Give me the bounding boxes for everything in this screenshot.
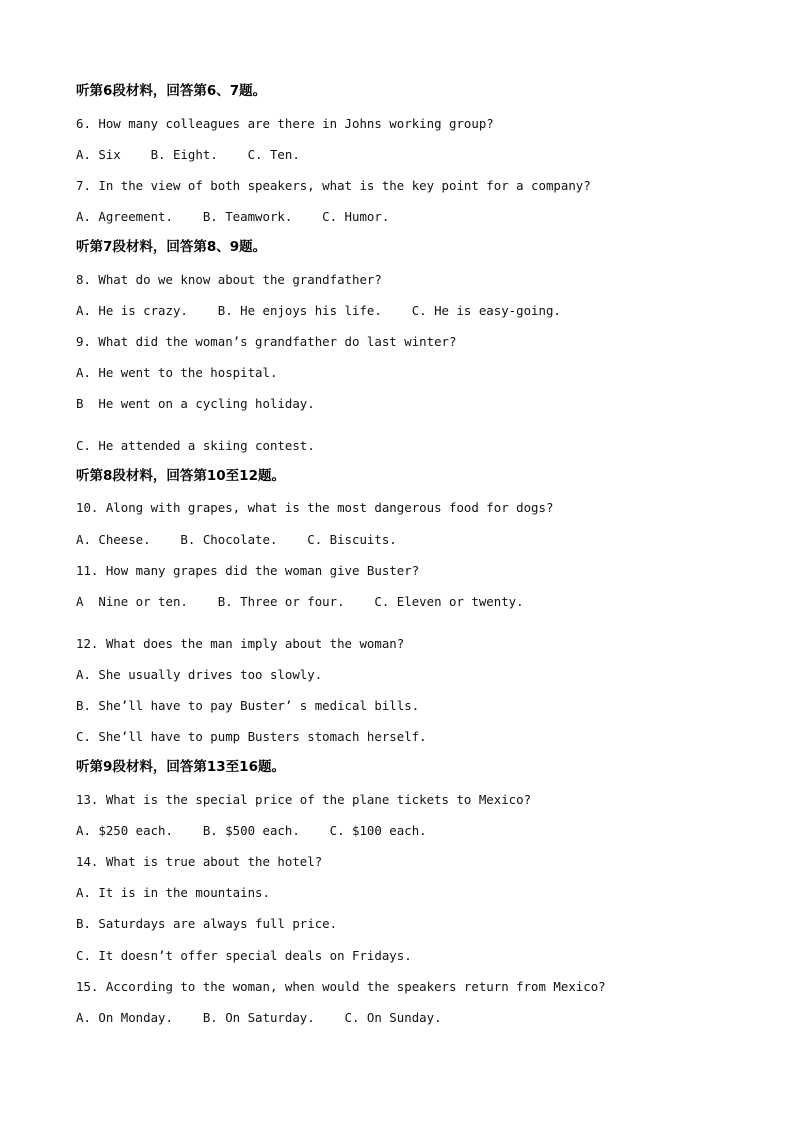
option-14b: B. Saturdays are always full price. [76, 916, 338, 931]
options-13: A. $250 each. B. $500 each. C. $100 each. [76, 823, 427, 838]
option-12a: A. She usually drives too slowly. [76, 667, 323, 682]
question-7: 7. In the view of both speakers, what is the key point for a company? [76, 178, 591, 193]
option-12b: B. She’ll have to pay Buster’ s medical bills. [76, 698, 420, 713]
options-8: A. He is crazy. B. He enjoys his life. C. He is easy-going. [76, 303, 561, 318]
options-6: A. Six B. Eight. C. Ten. [76, 147, 300, 162]
option-14c: C. It doesn’t offer special deals on Fridays. [76, 948, 412, 963]
section-heading-9: 听第9段材料，回答第13至16题。 [76, 759, 285, 775]
question-14: 14. What is true about the hotel? [76, 854, 323, 869]
section-heading-7: 听第7段材料，回答第8、9题。 [76, 239, 267, 255]
question-11: 11. How many grapes did the woman give Buster? [76, 563, 420, 578]
question-9: 9. What did the woman’s grandfather do last winter? [76, 334, 457, 349]
question-6: 6. How many colleagues are there in Johns working group? [76, 116, 494, 131]
options-15: A. On Monday. B. On Saturday. C. On Sunday. [76, 1010, 442, 1025]
question-12: 12. What does the man imply about the woman? [76, 636, 405, 651]
option-14a: A. It is in the mountains. [76, 885, 270, 900]
question-8: 8. What do we know about the grandfather? [76, 272, 382, 287]
question-10: 10. Along with grapes, what is the most dangerous food for dogs? [76, 500, 554, 515]
section-heading-8: 听第8段材料，回答第10至12题。 [76, 468, 285, 484]
options-7: A. Agreement. B. Teamwork. C. Humor. [76, 209, 390, 224]
question-15: 15. According to the woman, when would the speakers return from Mexico? [76, 979, 606, 994]
option-9a: A. He went to the hospital. [76, 365, 278, 380]
section-heading-6: 听第6段材料，回答第6、7题。 [76, 83, 267, 99]
option-12c: C. She’ll have to pump Busters stomach herself. [76, 729, 427, 744]
option-9c: C. He attended a skiing contest. [76, 438, 315, 453]
options-10: A. Cheese. B. Chocolate. C. Biscuits. [76, 532, 397, 547]
options-11: A Nine or ten. B. Three or four. C. Eleven or twenty. [76, 594, 524, 609]
question-13: 13. What is the special price of the plane tickets to Mexico? [76, 792, 532, 807]
option-9b: B He went on a cycling holiday. [76, 396, 315, 411]
